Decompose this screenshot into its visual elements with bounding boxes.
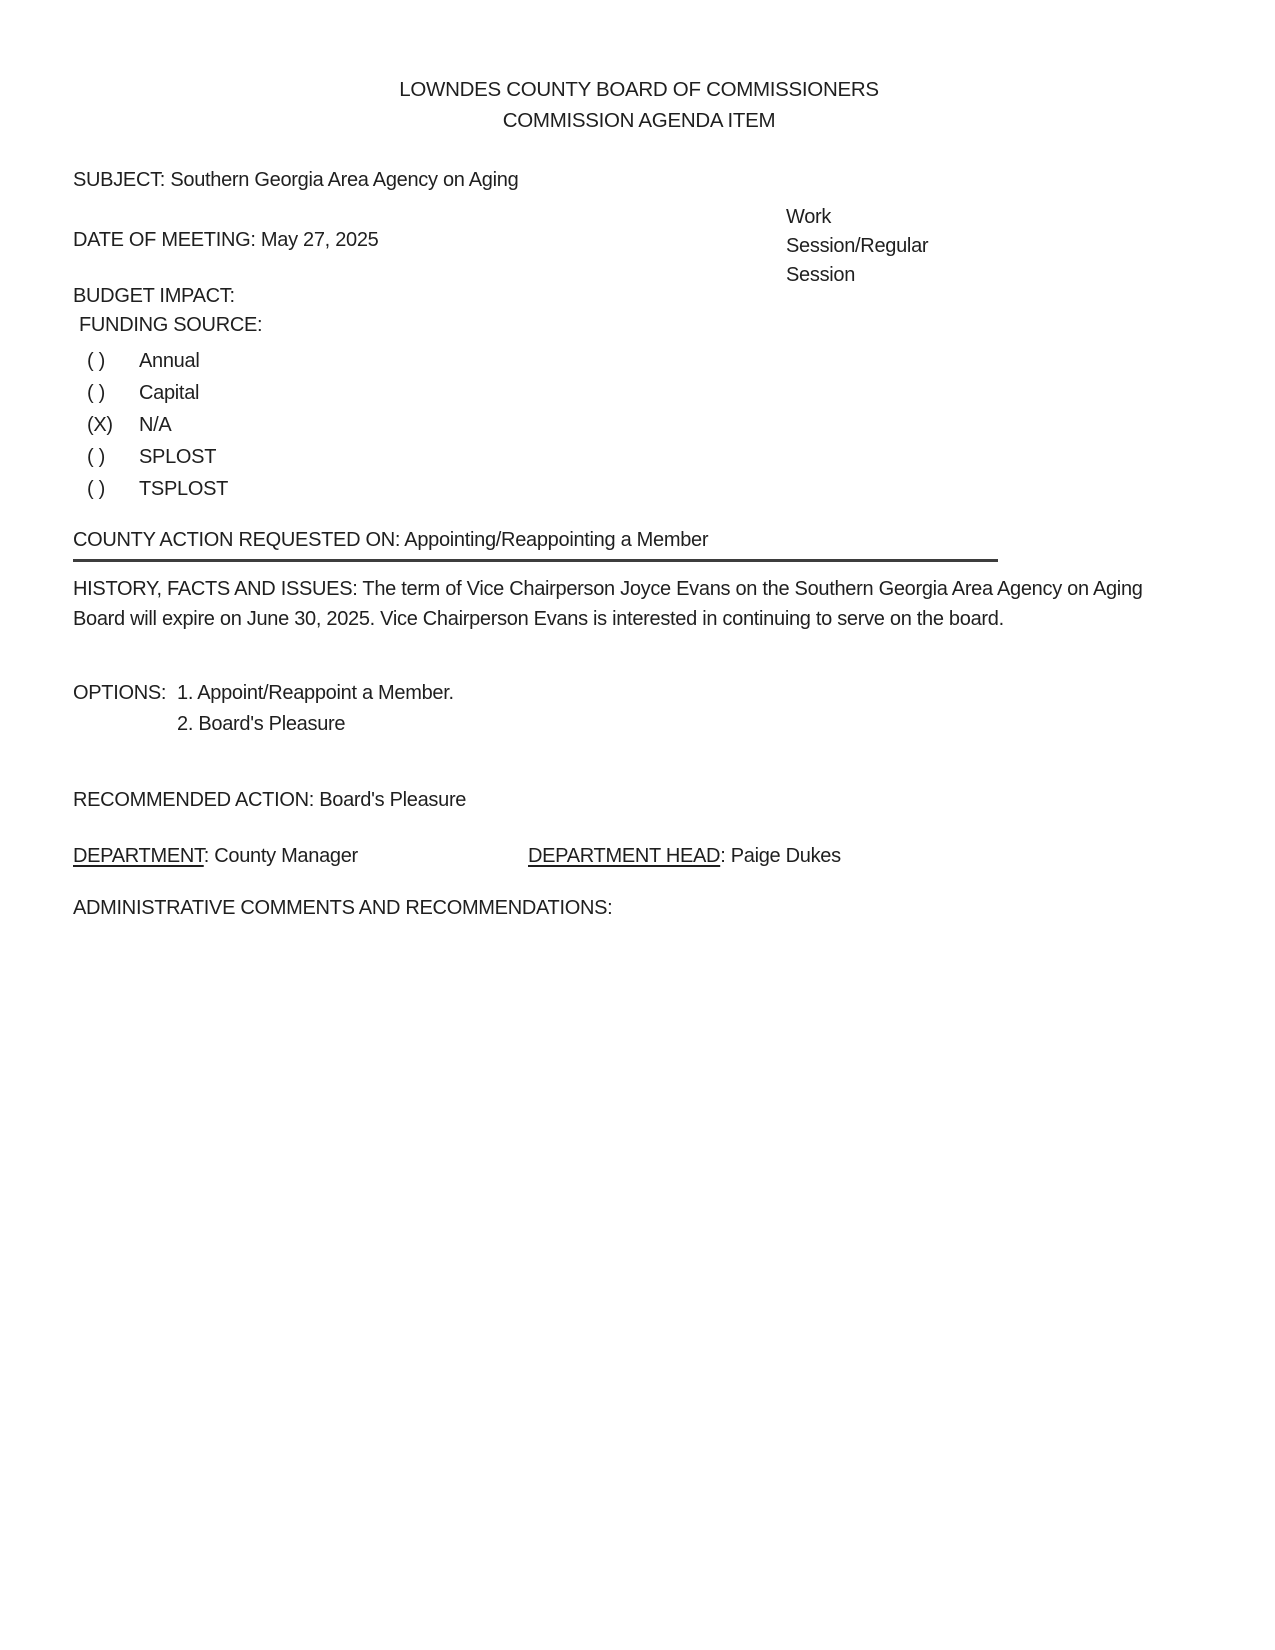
funding-option-annual <box>73 345 1205 377</box>
meeting-date-field <box>73 226 1205 255</box>
checkbox-mark: ( ) <box>87 350 105 372</box>
county-action-value: Appointing/Reappointing a Member <box>404 529 709 551</box>
department-head-field <box>528 842 841 871</box>
funding-option-capital <box>73 377 1205 409</box>
funding-source-list <box>73 345 1205 505</box>
subject-field <box>73 166 1205 195</box>
funding-option-label: Annual <box>139 350 200 372</box>
session-type <box>786 203 966 290</box>
session-type-line-1: Work <box>786 206 832 228</box>
options-label: OPTIONS: <box>73 682 167 704</box>
meeting-date-label: DATE OF MEETING: <box>73 229 256 251</box>
funding-option-label: SPLOST <box>139 446 217 468</box>
funding-option-tsplost <box>73 473 1205 505</box>
department-value: : County Manager <box>203 845 358 867</box>
department-field <box>73 842 528 871</box>
checkbox-mark: ( ) <box>87 446 105 468</box>
funding-source-label: FUNDING SOURCE: <box>79 314 263 336</box>
title-line-2: COMMISSION AGENDA ITEM <box>502 109 776 132</box>
options-item-1: 1. Appoint/Reappoint a Member. <box>177 682 454 704</box>
department-head-label: DEPARTMENT HEAD <box>528 845 721 867</box>
subject-label: SUBJECT: <box>73 169 166 191</box>
budget-funding-block <box>73 282 1205 340</box>
county-action-label: COUNTY ACTION REQUESTED ON: <box>73 529 401 551</box>
funding-option-label: Capital <box>139 382 200 404</box>
county-action-underline <box>73 559 998 562</box>
recommended-action-field <box>73 786 1205 815</box>
admin-comments-label: ADMINISTRATIVE COMMENTS AND RECOMMENDATIONS: <box>73 897 613 919</box>
session-type-line-3: Session <box>786 264 856 286</box>
funding-option-na <box>73 409 1205 441</box>
budget-impact-label: BUDGET IMPACT: <box>73 285 235 307</box>
recommended-action-value: Board's Pleasure <box>319 789 467 811</box>
meeting-date-value: May 27, 2025 <box>260 229 379 251</box>
document-title <box>73 74 1205 136</box>
department-head-value: : Paige Dukes <box>720 845 841 867</box>
checkbox-mark: ( ) <box>87 478 105 500</box>
checkbox-mark-checked: (X) <box>87 414 113 436</box>
funding-option-label: TSPLOST <box>139 478 229 500</box>
options-item-2: 2. Board's Pleasure <box>177 713 346 735</box>
history-facts-issues <box>73 574 1158 634</box>
options-items <box>177 678 454 740</box>
subject-value: Southern Georgia Area Agency on Aging <box>170 169 519 191</box>
funding-option-splost <box>73 441 1205 473</box>
title-line-1: LOWNDES COUNTY BOARD OF COMMISSIONERS <box>399 78 879 101</box>
session-type-line-2: Session/Regular <box>786 235 929 257</box>
history-text: The term of Vice Chairperson Joyce Evans on the Southern Georgia Area Agency on Aging Board will expire on June 30, 2025. Vice Chairperson Evans is interested in continuing to serve on the board. <box>73 578 1143 630</box>
options-field <box>73 678 1205 740</box>
recommended-action-label: RECOMMENDED ACTION: <box>73 789 314 811</box>
history-label: HISTORY, FACTS AND ISSUES: <box>73 578 358 600</box>
county-action-field <box>73 526 1205 562</box>
department-fields <box>73 842 1205 871</box>
funding-option-label: N/A <box>139 414 172 436</box>
checkbox-mark: ( ) <box>87 382 105 404</box>
department-label: DEPARTMENT <box>73 845 204 867</box>
